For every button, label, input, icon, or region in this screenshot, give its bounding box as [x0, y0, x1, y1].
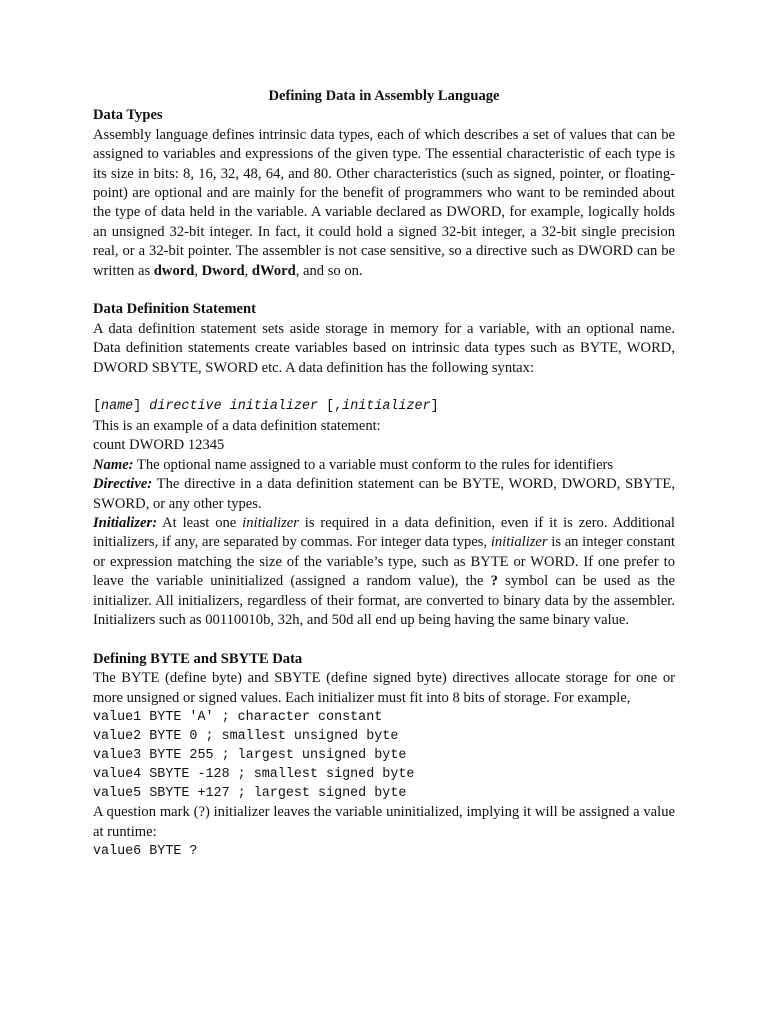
initializer-label: Initializer:	[93, 514, 158, 531]
section-heading-data-types: Data Types	[93, 107, 163, 124]
syntax-bracket: ]	[430, 399, 439, 415]
code-line: value2 BYTE 0 ; smallest unsigned byte	[93, 729, 399, 745]
keyword-Dword: Dword	[201, 262, 245, 279]
code-block	[93, 708, 675, 803]
syntax-name: name	[101, 399, 134, 415]
code-line: value1 BYTE 'A' ; character constant	[93, 709, 383, 725]
document-content	[93, 87, 675, 861]
syntax-bracket: [,	[318, 399, 343, 415]
syntax-bracket: [	[93, 399, 102, 415]
separator: ,	[244, 262, 252, 279]
syntax-initializer: initializer	[229, 399, 319, 415]
initializer-term: initializer	[242, 514, 299, 531]
code-line: value5 SBYTE +127 ; largest signed byte	[93, 786, 407, 802]
example-intro: This is an example of a data definition statement:	[93, 417, 381, 434]
section-heading-data-definition: Data Definition Statement	[93, 301, 256, 318]
syntax-initializer: initializer	[342, 399, 431, 415]
name-label: Name:	[93, 456, 134, 473]
initializer-term: initializer	[490, 534, 548, 551]
code-line: value3 BYTE 255 ; largest unsigned byte	[93, 748, 407, 764]
data-types-text-1: Assembly language defines intrinsic data types, each of which describes a set of values that can be assigned to variables and expressions of the given type. The essential characteristic of each type is its size in bits: 8, 16, 32, 48, 64, and 80. Other characteristics (such as signed, pointer, or floating-point) are optional and are mainly for the benefit of programmers who want to be reminded about the type of data held in the variable. A variable declared as DWORD, for example, logically holds an unsigned 32-bit integer. In fact, it could hold a signed 32-bit integer, a 32-bit single precision real, or a 32-bit pointer. The assembler is not case sensitive, so a directive such as DWORD can be written as	[93, 126, 675, 279]
data-types-paragraph	[93, 126, 675, 281]
example-statement: count DWORD 12345	[93, 437, 225, 454]
spacer	[93, 281, 675, 300]
initializer-definition	[93, 514, 675, 630]
syntax-directive: directive	[149, 399, 222, 415]
directive-definition	[93, 475, 675, 514]
name-definition	[93, 456, 675, 475]
section-heading-byte-data: Defining BYTE and SBYTE Data	[93, 650, 303, 667]
name-text: The optional name assigned to a variable must conform to the rules for identifiers	[133, 456, 614, 473]
initializer-text: is required in a data definition, even if it is zero. Additional initializers, if any, are separated by commas. For integer data types,	[93, 514, 675, 551]
directive-text: The directive in a data definition statement can be BYTE, WORD, DWORD, SBYTE, SWORD, or any other types.	[93, 476, 675, 512]
keyword-dWord: dWord	[251, 262, 296, 279]
initializer-text: is an integer constant or expression matching the size of the variable’s type, such as BYTE or WORD. If one prefer to leave the variable uninitialized (assigned a random value), the	[93, 534, 675, 590]
code-line: value6 BYTE ?	[93, 844, 198, 860]
spacer	[93, 378, 675, 397]
byte-paragraph: The BYTE (define byte) and SBYTE (define signed byte) directives allocate storage for one or more unsigned or signed values. Each initializer must fit into 8 bits of storage. For example,	[93, 670, 675, 706]
page-title: Defining Data in Assembly Language	[268, 88, 500, 104]
data-types-text-2: , and so on.	[295, 262, 363, 279]
syntax-space	[222, 399, 230, 414]
question-symbol: ?	[490, 573, 498, 590]
directive-label: Directive:	[93, 476, 153, 493]
separator: ,	[194, 262, 202, 279]
data-definition-paragraph: A data definition statement sets aside storage in memory for a variable, with an optional name. Data definition statements create variables based on intrinsic data types such as BYTE, WORD, DWORD SBYTE, SWORD etc. A data definition has the following syntax:	[93, 320, 675, 376]
syntax-line	[93, 397, 675, 416]
code-line: value4 SBYTE -128 ; smallest signed byte	[93, 767, 415, 783]
question-paragraph: A question mark (?) initializer leaves the variable uninitialized, implying it will be assigned a value at runtime:	[93, 804, 675, 840]
spacer	[93, 630, 675, 649]
initializer-text: At least one	[157, 514, 243, 531]
keyword-dword: dword	[153, 262, 195, 279]
initializer-text: symbol can be used as the initializer. All initializers, regardless of their format, are converted to binary data by the assembler. Initializers such as 00110010b, 32h, and 50d all end up being having the same binary value.	[93, 573, 675, 628]
syntax-bracket: ]	[133, 399, 150, 415]
